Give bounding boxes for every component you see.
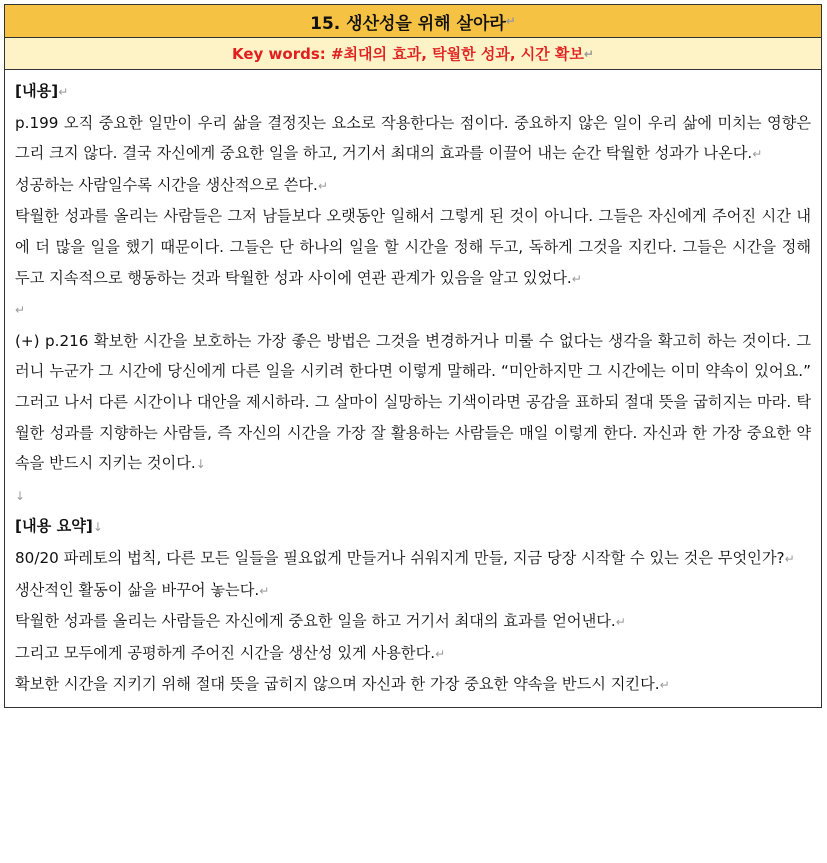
paragraph-mark-icon: ↵ <box>583 46 594 61</box>
summary-heading: [내용 요약] <box>15 517 93 536</box>
content-heading: [내용] <box>15 82 59 100</box>
summary-paragraph: 그리고 모두에게 공평하게 주어진 시간을 생산성 있게 사용한다.↵ <box>15 643 446 662</box>
paragraph-mark-icon: ↵ <box>752 147 763 162</box>
line-break-icon: ↓ <box>92 520 103 535</box>
paragraph-mark-icon: ↵ <box>317 178 328 193</box>
keywords-text: Key words: #최대의 효과, 탁월한 성과, 시간 확보 <box>232 45 584 63</box>
content-paragraph: p.199 오직 중요한 일만이 우리 삶을 결정짓는 요소로 작용한다는 점이다. 중요하지 않은 일이 우리 삶에 미치는 영향은 그리 크지 않다. 결국 자신에게 중요한 일을 하고, 거기서 최대의 효과를 이끌어 내는 순간 탁월한 성과가 나온다.↵ <box>15 113 811 163</box>
summary-paragraph: 탁월한 성과를 올리는 사람들은 자신에게 중요한 일을 하고 거기서 최대의 효과를 얻어낸다.↵ <box>15 612 626 631</box>
paragraph-mark-icon: ↵ <box>505 14 516 28</box>
paragraph-mark-icon: ↵ <box>784 551 795 566</box>
paragraph-mark-icon: ↵ <box>571 271 582 286</box>
page-title: 15. 생산성을 위해 살아라 <box>310 13 506 34</box>
line-break-icon: ↓ <box>195 457 206 472</box>
paragraph-mark-icon: ↵ <box>615 615 626 630</box>
keywords-row <box>5 38 821 70</box>
paragraph-mark-icon: ↵ <box>659 678 670 693</box>
summary-paragraph: 생산적인 활동이 삶을 바꾸어 놓는다.↵ <box>15 580 270 599</box>
content-paragraph: 성공하는 사람일수록 시간을 생산적으로 쓴다.↵ <box>15 175 328 194</box>
summary-paragraph: 80/20 파레토의 법칙, 다른 모든 일들을 필요없게 만들거나 쉬워지게 만들, 지금 당장 시작할 수 있는 것은 무엇인가?↵ <box>15 548 795 567</box>
summary-paragraph: 확보한 시간을 지키기 위해 절대 뜻을 굽히지 않으며 자신과 한 가장 중요한 약속을 반드시 지킨다.↵ <box>15 675 670 694</box>
paragraph-mark-icon: ↵ <box>435 646 446 661</box>
document-body <box>5 70 821 707</box>
content-paragraph: (+) p.216 확보한 시간을 보호하는 가장 좋은 방법은 그것을 변경하거나 미룰 수 없다는 생각을 확고히 하는 것이다. 그러니 누군가 그 시간에 당신에게 다른 일을 시키려 한다면 이렇게 말해라. “미안하지만 그 시간에는 이미 약속이 있어요.” 그러고 나서 다른 시간이나 대안을 제시하라. 그 살마이 실망하는 기색이라면 공감을 표하되 절대 뜻을 굽히지는 마라. 탁월한 성과를 지향하는 사람들, 즉 자신의 시간을 가장 잘 활용하는 사람들은 매일 이렇게 한다. 자신과 한 가장 중요한 약속을 반드시 지키는 것이다.↓ <box>15 331 811 473</box>
paragraph-mark-icon: ↵ <box>15 303 26 318</box>
content-paragraph: 탁월한 성과를 올리는 사람들은 그저 남들보다 오랫동안 일해서 그렇게 된 것이 아니다. 그들은 자신에게 주어진 시간 내에 더 많을 일을 했기 때문이다. 그들은 단 하나의 일을 할 시간을 정해 두고, 독하게 그것을 지킨다. 그들은 시간을 정해 두고 지속적으로 행동하는 것과 탁월한 성과 사이에 연관 관계가 있음을 알고 있었다.↵ <box>15 207 811 287</box>
paragraph-mark-icon: ↵ <box>259 583 270 598</box>
document-table <box>4 4 822 708</box>
paragraph-mark-icon: ↵ <box>58 85 69 99</box>
title-row <box>5 5 821 38</box>
line-break-icon: ↓ <box>15 488 26 503</box>
